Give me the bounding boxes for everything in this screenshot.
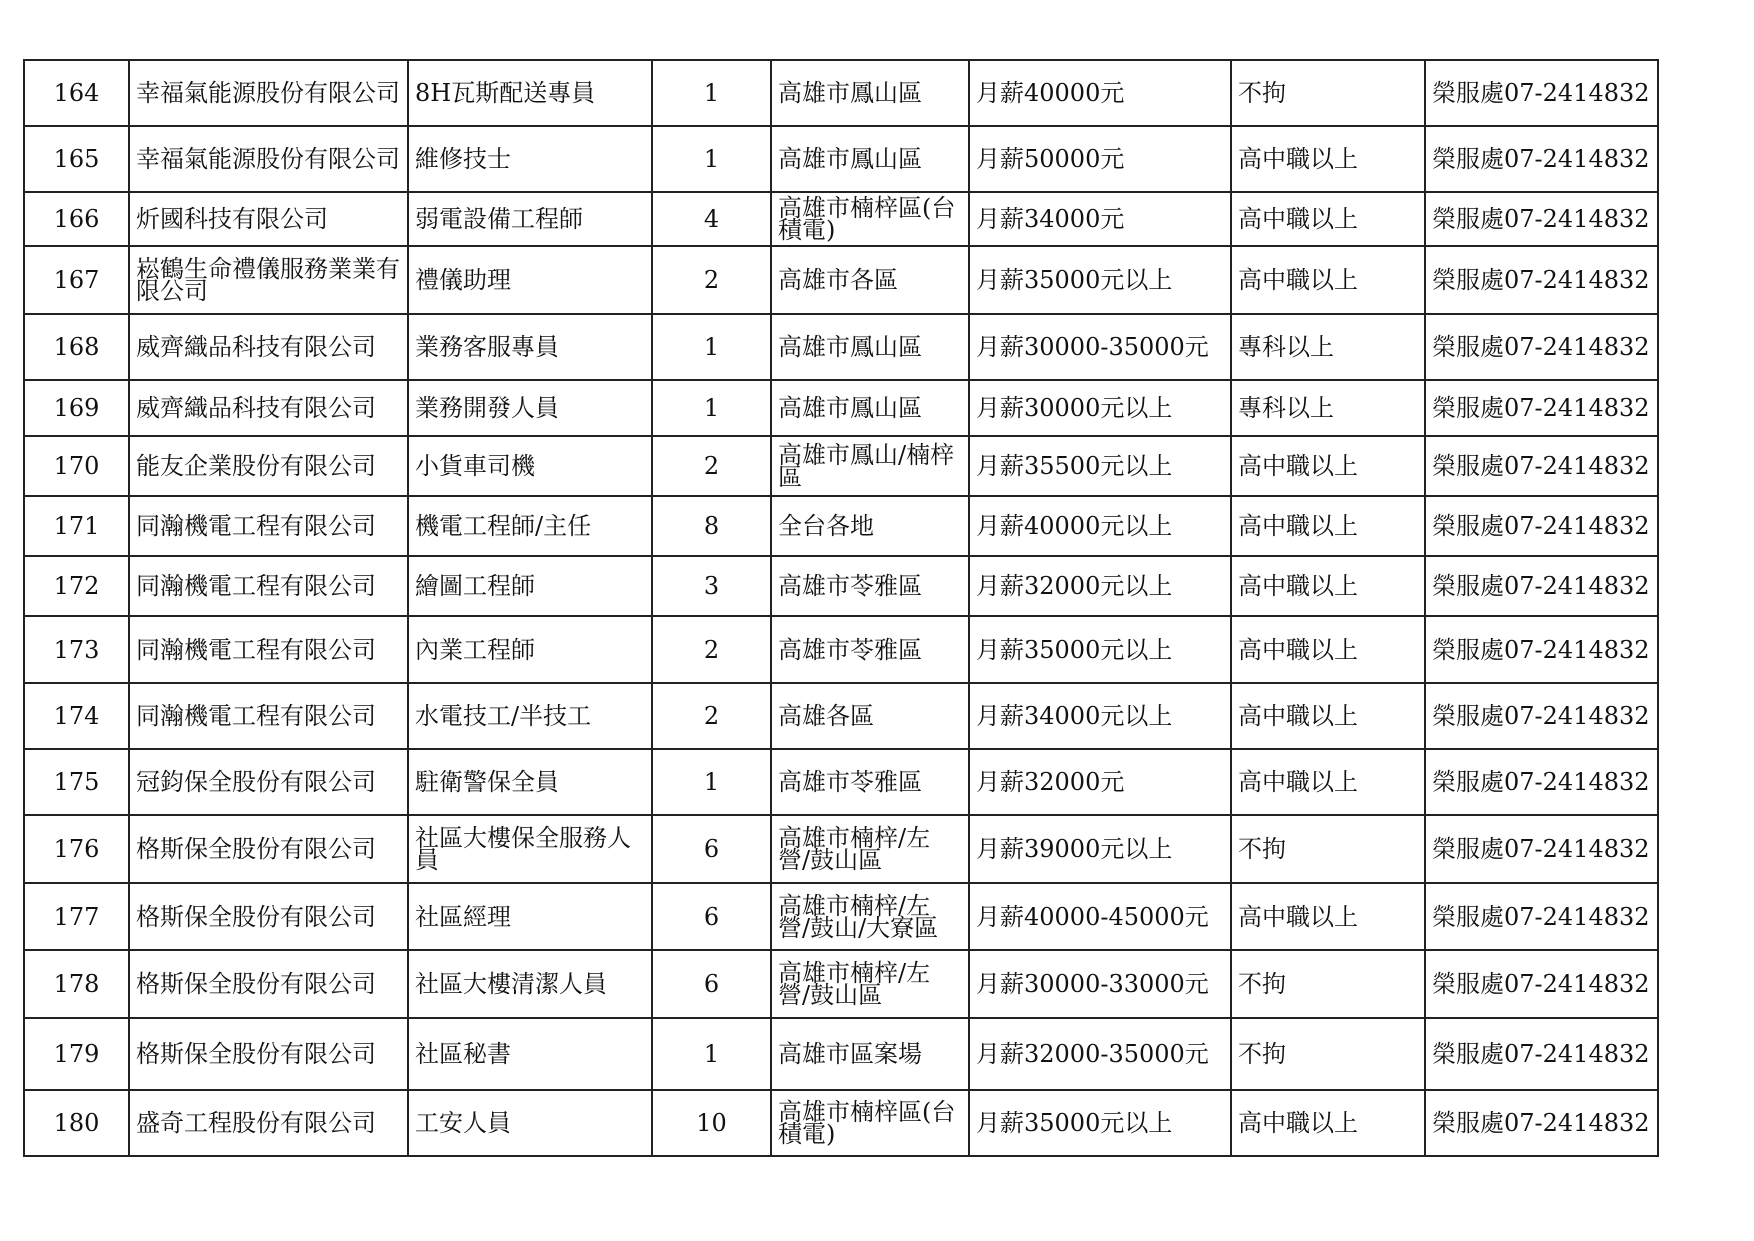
company-name-cell: 同瀚機電工程有限公司 — [129, 616, 408, 683]
job-number-cell: 165 — [24, 126, 129, 192]
education-requirement-cell: 專科以上 — [1231, 380, 1425, 436]
headcount-cell: 1 — [652, 60, 771, 126]
education-requirement-cell: 高中職以上 — [1231, 1090, 1425, 1156]
headcount-cell: 1 — [652, 749, 771, 815]
contact-phone-cell: 榮服處07-2414832 — [1425, 60, 1658, 126]
education-requirement-cell: 高中職以上 — [1231, 246, 1425, 314]
salary-cell: 月薪35000元以上 — [969, 616, 1231, 683]
work-location-cell: 高雄市苓雅區 — [771, 556, 969, 616]
contact-phone-cell: 榮服處07-2414832 — [1425, 616, 1658, 683]
job-number-cell: 173 — [24, 616, 129, 683]
contact-phone-cell: 榮服處07-2414832 — [1425, 1018, 1658, 1090]
education-requirement-cell: 不拘 — [1231, 60, 1425, 126]
position-title-cell: 社區經理 — [408, 883, 652, 950]
salary-cell: 月薪34000元以上 — [969, 683, 1231, 749]
salary-cell: 月薪30000-33000元 — [969, 950, 1231, 1018]
work-location-cell: 高雄市楠梓/左營/鼓山/大寮區 — [771, 883, 969, 950]
job-number-cell: 178 — [24, 950, 129, 1018]
table-row — [24, 1090, 1658, 1156]
position-title-cell: 水電技工/半技工 — [408, 683, 652, 749]
contact-phone-cell: 榮服處07-2414832 — [1425, 883, 1658, 950]
education-requirement-cell: 高中職以上 — [1231, 192, 1425, 246]
company-name-cell: 同瀚機電工程有限公司 — [129, 556, 408, 616]
salary-cell: 月薪39000元以上 — [969, 815, 1231, 883]
work-location-cell: 高雄市苓雅區 — [771, 616, 969, 683]
position-title-cell: 業務開發人員 — [408, 380, 652, 436]
headcount-cell: 10 — [652, 1090, 771, 1156]
work-location-cell: 高雄市鳳山區 — [771, 126, 969, 192]
position-title-cell: 社區大樓清潔人員 — [408, 950, 652, 1018]
headcount-cell: 6 — [652, 950, 771, 1018]
table-row — [24, 496, 1658, 556]
job-rows — [24, 60, 1658, 1156]
contact-phone-cell: 榮服處07-2414832 — [1425, 436, 1658, 496]
education-requirement-cell: 高中職以上 — [1231, 496, 1425, 556]
contact-phone-cell: 榮服處07-2414832 — [1425, 126, 1658, 192]
company-name-cell: 同瀚機電工程有限公司 — [129, 496, 408, 556]
contact-phone-cell: 榮服處07-2414832 — [1425, 556, 1658, 616]
table-row — [24, 556, 1658, 616]
work-location-cell: 高雄市各區 — [771, 246, 969, 314]
position-title-cell: 駐衛警保全員 — [408, 749, 652, 815]
work-location-cell: 高雄市楠梓/左營/鼓山區 — [771, 815, 969, 883]
job-number-cell: 171 — [24, 496, 129, 556]
table-row — [24, 246, 1658, 314]
work-location-cell: 全台各地 — [771, 496, 969, 556]
headcount-cell: 6 — [652, 883, 771, 950]
company-name-cell: 格斯保全股份有限公司 — [129, 883, 408, 950]
position-title-cell: 內業工程師 — [408, 616, 652, 683]
headcount-cell: 2 — [652, 683, 771, 749]
company-name-cell: 威齊織品科技有限公司 — [129, 314, 408, 380]
job-number-cell: 174 — [24, 683, 129, 749]
contact-phone-cell: 榮服處07-2414832 — [1425, 749, 1658, 815]
position-title-cell: 工安人員 — [408, 1090, 652, 1156]
table-row — [24, 1018, 1658, 1090]
salary-cell: 月薪35000元以上 — [969, 246, 1231, 314]
job-number-cell: 180 — [24, 1090, 129, 1156]
position-title-cell: 機電工程師/主任 — [408, 496, 652, 556]
headcount-cell: 1 — [652, 126, 771, 192]
salary-cell: 月薪32000元 — [969, 749, 1231, 815]
work-location-cell: 高雄市鳳山區 — [771, 314, 969, 380]
company-name-cell: 能友企業股份有限公司 — [129, 436, 408, 496]
salary-cell: 月薪40000元以上 — [969, 496, 1231, 556]
table-row — [24, 380, 1658, 436]
table-row — [24, 60, 1658, 126]
work-location-cell: 高雄市苓雅區 — [771, 749, 969, 815]
contact-phone-cell: 榮服處07-2414832 — [1425, 314, 1658, 380]
headcount-cell: 1 — [652, 380, 771, 436]
table-row — [24, 192, 1658, 246]
company-name-cell: 威齊織品科技有限公司 — [129, 380, 408, 436]
position-title-cell: 8H瓦斯配送專員 — [408, 60, 652, 126]
work-location-cell: 高雄市楠梓區(台積電) — [771, 192, 969, 246]
salary-cell: 月薪35500元以上 — [969, 436, 1231, 496]
table-row — [24, 683, 1658, 749]
contact-phone-cell: 榮服處07-2414832 — [1425, 815, 1658, 883]
job-number-cell: 167 — [24, 246, 129, 314]
company-name-cell: 盛奇工程股份有限公司 — [129, 1090, 408, 1156]
contact-phone-cell: 榮服處07-2414832 — [1425, 683, 1658, 749]
company-name-cell: 同瀚機電工程有限公司 — [129, 683, 408, 749]
contact-phone-cell: 榮服處07-2414832 — [1425, 496, 1658, 556]
job-number-cell: 166 — [24, 192, 129, 246]
education-requirement-cell: 高中職以上 — [1231, 616, 1425, 683]
job-number-cell: 170 — [24, 436, 129, 496]
education-requirement-cell: 專科以上 — [1231, 314, 1425, 380]
company-name-cell: 炘國科技有限公司 — [129, 192, 408, 246]
contact-phone-cell: 榮服處07-2414832 — [1425, 1090, 1658, 1156]
table-row — [24, 436, 1658, 496]
job-number-cell: 172 — [24, 556, 129, 616]
education-requirement-cell: 高中職以上 — [1231, 749, 1425, 815]
position-title-cell: 繪圖工程師 — [408, 556, 652, 616]
salary-cell: 月薪50000元 — [969, 126, 1231, 192]
education-requirement-cell: 高中職以上 — [1231, 126, 1425, 192]
job-number-cell: 177 — [24, 883, 129, 950]
company-name-cell: 幸福氣能源股份有限公司 — [129, 126, 408, 192]
work-location-cell: 高雄各區 — [771, 683, 969, 749]
headcount-cell: 1 — [652, 314, 771, 380]
contact-phone-cell: 榮服處07-2414832 — [1425, 950, 1658, 1018]
company-name-cell: 格斯保全股份有限公司 — [129, 950, 408, 1018]
work-location-cell: 高雄市區案場 — [771, 1018, 969, 1090]
headcount-cell: 3 — [652, 556, 771, 616]
job-number-cell: 176 — [24, 815, 129, 883]
education-requirement-cell: 不拘 — [1231, 1018, 1425, 1090]
salary-cell: 月薪40000元 — [969, 60, 1231, 126]
company-name-cell: 冠鈞保全股份有限公司 — [129, 749, 408, 815]
headcount-cell: 8 — [652, 496, 771, 556]
job-number-cell: 169 — [24, 380, 129, 436]
job-listing-table — [23, 59, 1659, 1157]
education-requirement-cell: 高中職以上 — [1231, 436, 1425, 496]
contact-phone-cell: 榮服處07-2414832 — [1425, 192, 1658, 246]
table-row — [24, 616, 1658, 683]
work-location-cell: 高雄市楠梓區(台積電) — [771, 1090, 969, 1156]
education-requirement-cell: 不拘 — [1231, 950, 1425, 1018]
headcount-cell: 2 — [652, 616, 771, 683]
company-name-cell: 幸福氣能源股份有限公司 — [129, 60, 408, 126]
headcount-cell: 1 — [652, 1018, 771, 1090]
table-row — [24, 815, 1658, 883]
position-title-cell: 社區大樓保全服務人員 — [408, 815, 652, 883]
position-title-cell: 社區秘書 — [408, 1018, 652, 1090]
table-row — [24, 749, 1658, 815]
contact-phone-cell: 榮服處07-2414832 — [1425, 380, 1658, 436]
table-row — [24, 950, 1658, 1018]
salary-cell: 月薪40000-45000元 — [969, 883, 1231, 950]
headcount-cell: 2 — [652, 436, 771, 496]
salary-cell: 月薪35000元以上 — [969, 1090, 1231, 1156]
work-location-cell: 高雄市鳳山/楠梓區 — [771, 436, 969, 496]
salary-cell: 月薪32000元以上 — [969, 556, 1231, 616]
position-title-cell: 業務客服專員 — [408, 314, 652, 380]
headcount-cell: 2 — [652, 246, 771, 314]
work-location-cell: 高雄市鳳山區 — [771, 60, 969, 126]
job-number-cell: 179 — [24, 1018, 129, 1090]
company-name-cell: 格斯保全股份有限公司 — [129, 1018, 408, 1090]
company-name-cell: 格斯保全股份有限公司 — [129, 815, 408, 883]
education-requirement-cell: 不拘 — [1231, 815, 1425, 883]
table-row — [24, 126, 1658, 192]
work-location-cell: 高雄市鳳山區 — [771, 380, 969, 436]
headcount-cell: 4 — [652, 192, 771, 246]
salary-cell: 月薪30000-35000元 — [969, 314, 1231, 380]
salary-cell: 月薪34000元 — [969, 192, 1231, 246]
work-location-cell: 高雄市楠梓/左營/鼓山區 — [771, 950, 969, 1018]
salary-cell: 月薪32000-35000元 — [969, 1018, 1231, 1090]
job-number-cell: 175 — [24, 749, 129, 815]
table-row — [24, 883, 1658, 950]
position-title-cell: 小貨車司機 — [408, 436, 652, 496]
job-number-cell: 168 — [24, 314, 129, 380]
position-title-cell: 弱電設備工程師 — [408, 192, 652, 246]
contact-phone-cell: 榮服處07-2414832 — [1425, 246, 1658, 314]
education-requirement-cell: 高中職以上 — [1231, 556, 1425, 616]
company-name-cell: 崧鶴生命禮儀服務業業有限公司 — [129, 246, 408, 314]
job-number-cell: 164 — [24, 60, 129, 126]
headcount-cell: 6 — [652, 815, 771, 883]
education-requirement-cell: 高中職以上 — [1231, 883, 1425, 950]
position-title-cell: 禮儀助理 — [408, 246, 652, 314]
table-row — [24, 314, 1658, 380]
position-title-cell: 維修技士 — [408, 126, 652, 192]
education-requirement-cell: 高中職以上 — [1231, 683, 1425, 749]
salary-cell: 月薪30000元以上 — [969, 380, 1231, 436]
